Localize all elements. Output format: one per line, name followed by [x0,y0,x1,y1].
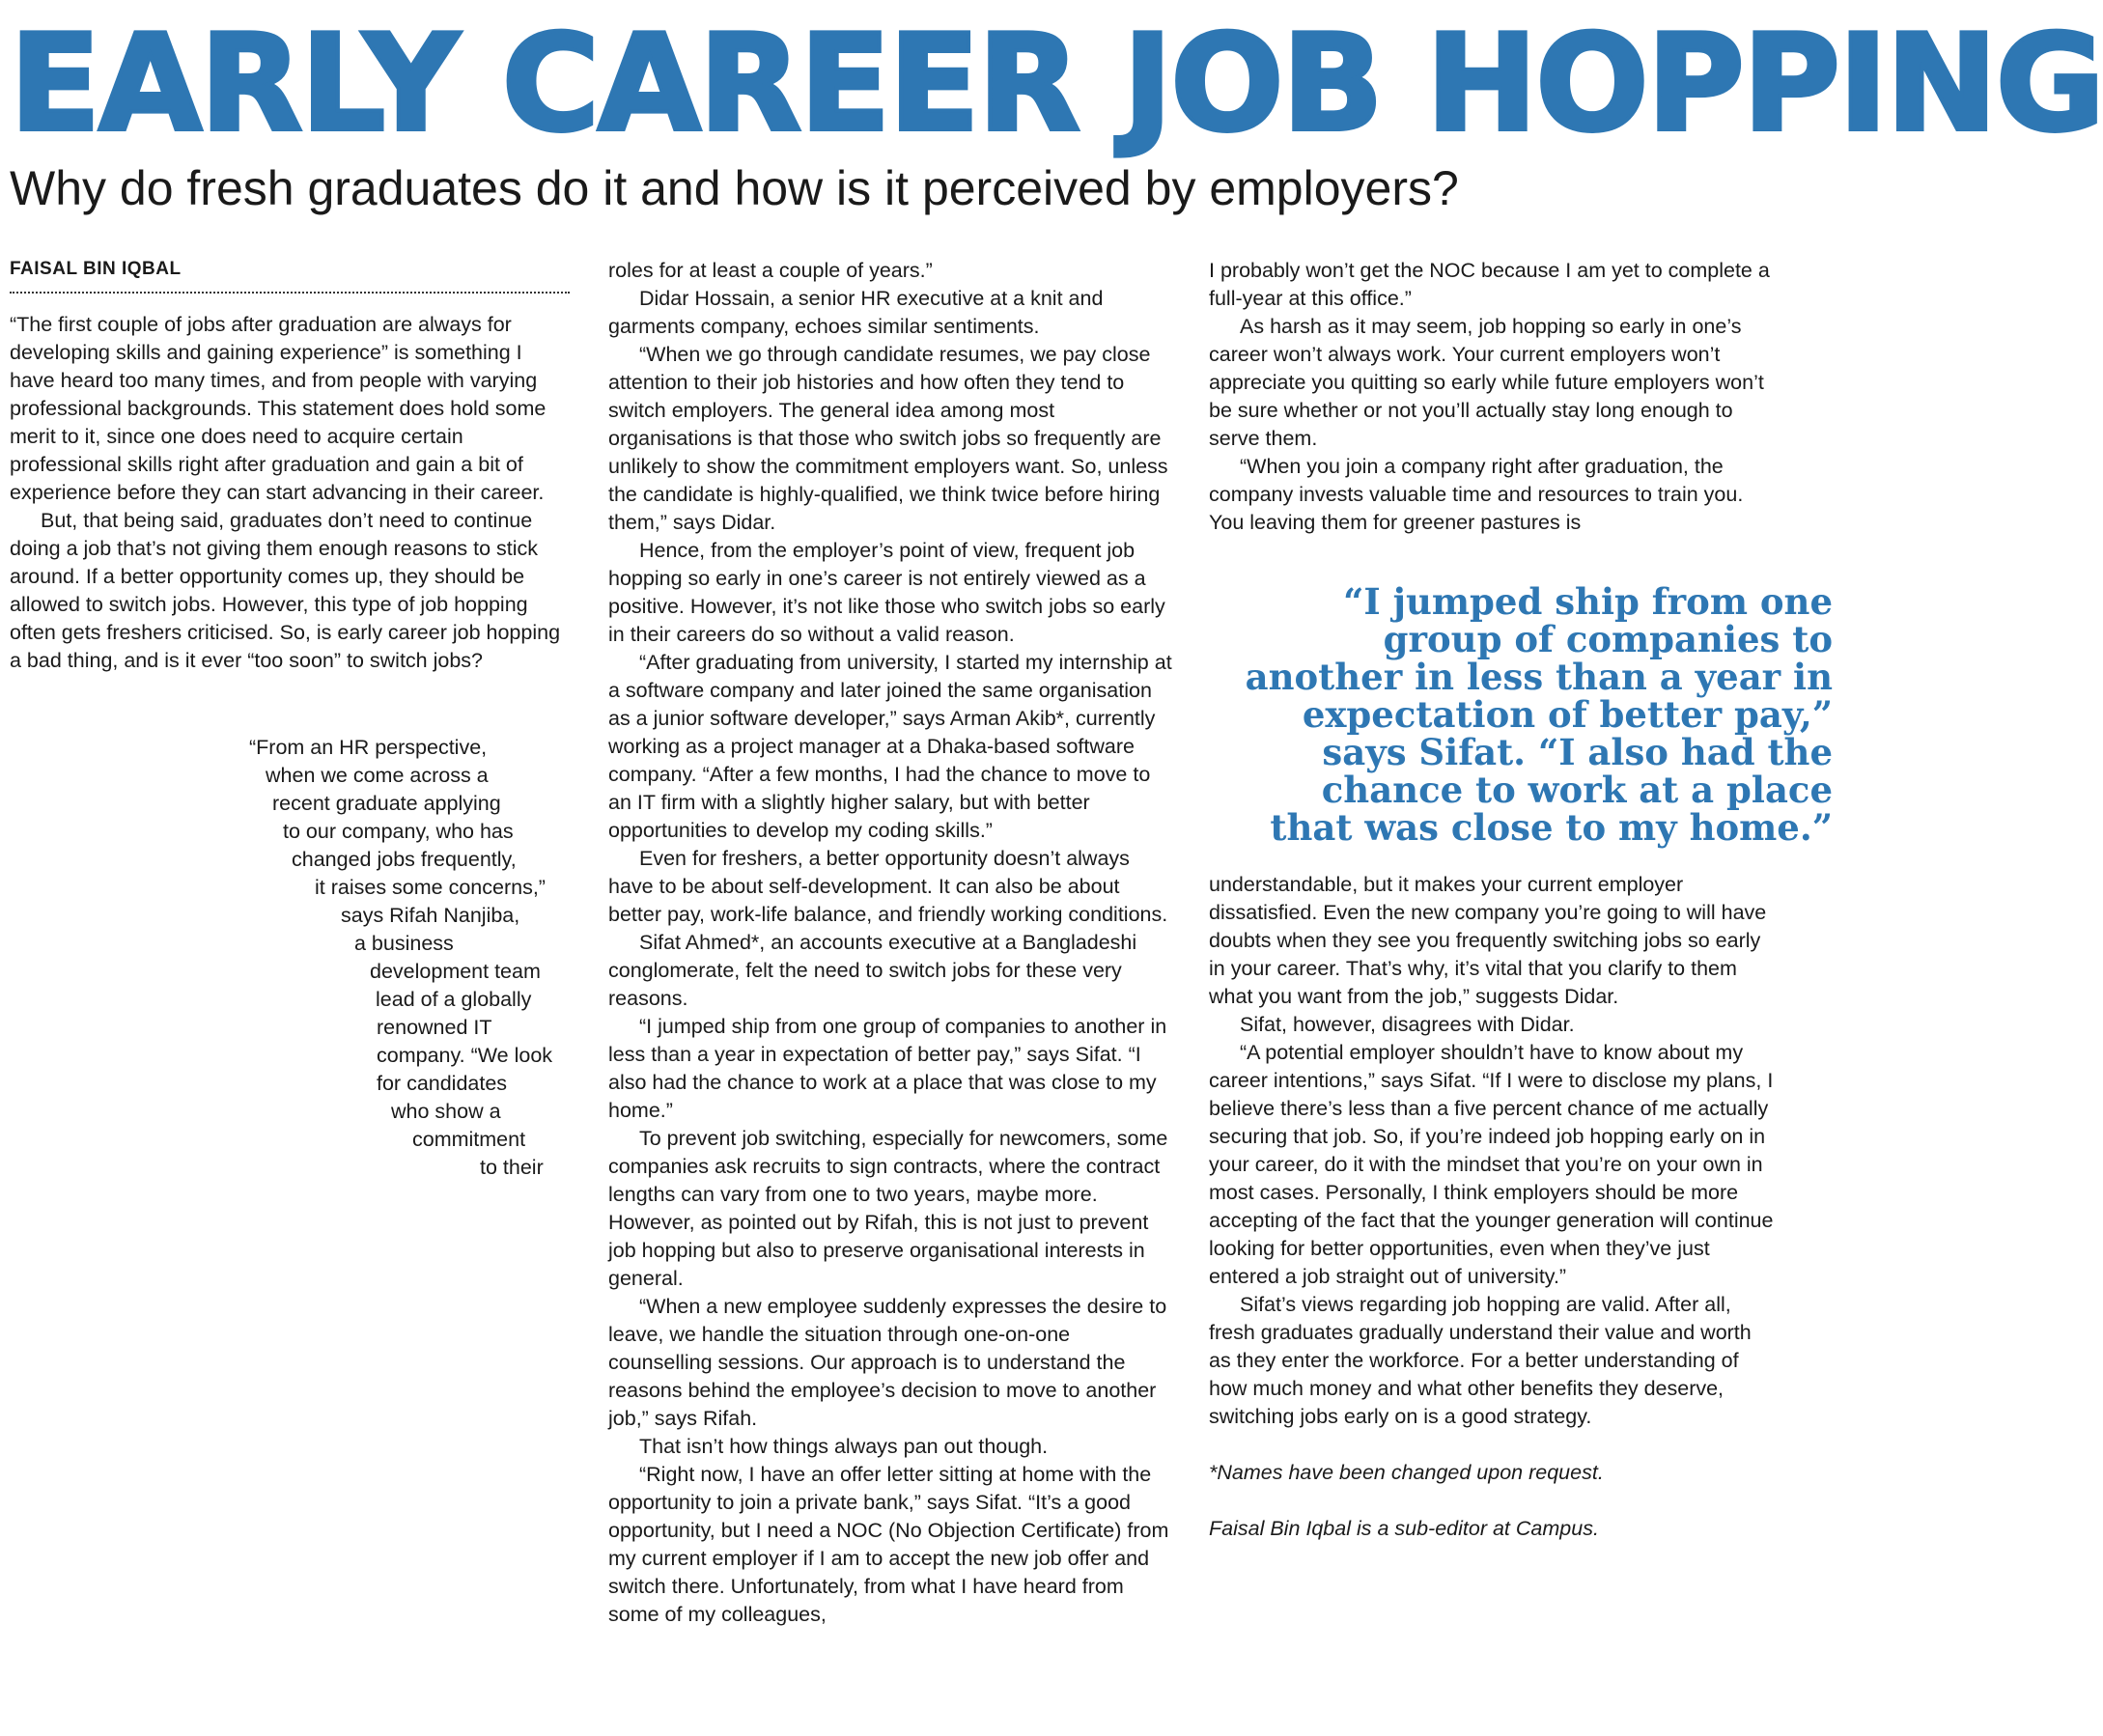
paragraph: “When you join a company right after graduation, the company invests valuable time and resources to train you. You leaving them for greener pastures is [1209,455,1744,534]
paragraph: “When we go through candidate resumes, we pay close attention to their job histories and how often they tend to switch employers. The general idea among most organisations is that those who switch jobs so frequently are unlikely to show the commitment employers want. So, unless the candidate is highly-qualified, we think twice before hiring them,” says Didar. [608,343,1168,534]
shaped-line: changed jobs frequently, [292,848,517,871]
shaped-line: when we come across a [266,764,489,787]
paragraph: “After graduating from university, I started my internship at a software company and later joined the same organisation as a junior software developer,” says Arman Akib*, currently working as a project manager at a Dhaka-based software company. “After a few months, I had the chance to move to an IT firm with a slightly higher salary, but with better opportunities to develop my coding skills.” [608,651,1172,842]
shaped-line: says Rifah Nanjiba, [341,904,520,927]
paragraph: Even for freshers, a better opportunity doesn’t always have to be about self-development. It can also be about better pay, work-life balance, and friendly working conditions. [608,847,1168,926]
shaped-line: who show a [391,1100,501,1123]
shaped-line: “From an HR perspective, [249,736,488,759]
shaped-line: lead of a globally [376,988,532,1011]
paragraph: But, that being said, graduates don’t need to continue doing a job that’s not giving them enough reasons to stick around. If a better opportunity comes up, they should be allowed to switch jobs. However, this type of job hopping often gets freshers criticised. So, is early career job hopping a bad thing, and is it ever “too soon” to switch jobs? [10,509,561,672]
shaped-line: renowned IT [377,1016,492,1039]
paragraph: Sifat’s views regarding job hopping are valid. After all, fresh graduates gradually understand their value and worth as they enter the workforce. For a better understanding of how much money and what other benefits they deserve, switching jobs early on is a good strategy. [1209,1293,1752,1428]
shaped-line: to their [480,1156,544,1179]
paragraph: “Right now, I have an offer letter sitting at home with the opportunity to join a private bank,” says Sifat. “It’s a good opportunity, but I need a NOC (No Objection Certificate) from my current employer if I am to accept the new job offer and switch there. Unfortunately, from what I have heard from some of my colleagues, [608,1463,1169,1626]
names-changed-note: *Names have been changed upon request. [1209,1461,1604,1484]
paragraph: That isn’t how things always pan out though. [639,1435,1049,1458]
paragraph: Hence, from the employer’s point of view, frequent job hopping so early in one’s career is not entirely viewed as a positive. However, it’s not like those who switch jobs so early in their careers do so without a valid reason. [608,539,1165,646]
paragraph: I probably won’t get the NOC because I am yet to complete a full-year at this office.” [1209,259,1770,310]
column-3-top [1209,257,1777,537]
column-1 [10,311,572,675]
shaped-line: development team [370,960,541,983]
shaped-quote-text [10,734,570,1182]
paragraph: Sifat Ahmed*, an accounts executive at a Bangladeshi conglomerate, felt the need to switch jobs for these very reasons. [608,931,1137,1010]
author-bio: Faisal Bin Iqbal is a sub-editor at Campus. [1209,1517,1599,1540]
shaped-line: recent graduate applying [272,792,501,815]
pull-quote: “I jumped ship from one group of companies to another in less than a year in expectation of better pay,” says Sifat. “I also had the chance to work at a place that was close to my home.” [1245,580,1833,849]
paragraph: roles for at least a couple of years.” [608,259,933,282]
shaped-line: to our company, who has [283,820,514,843]
shaped-line: company. “We look [377,1044,553,1067]
headline: EARLY CAREER JOB HOPPING [10,6,2103,161]
paragraph: As harsh as it may seem, job hopping so early in one’s career won’t always work. Your current employers won’t appreciate you quitting so early while future employers won’t be sure whether or not you’ll actually stay long enough to serve them. [1209,315,1764,450]
shaped-line: a business [354,932,454,955]
paragraph: “A potential employer shouldn’t have to know about my career intentions,” says Sifat. “If I were to disclose my plans, I believe there’s less than a five percent chance of me actually securing that job. So, if you’re indeed job hopping early on in your career, do it with the mindset that you’re on your own in most cases. Personally, I think employers should be more accepting of the fact that the younger generation will continue looking for better opportunities, even when they’ve just entered a job straight out of university.” [1209,1041,1774,1288]
paragraph: Didar Hossain, a senior HR executive at a knit and garments company, echoes similar sentiments. [608,287,1104,338]
column-3-bottom [1209,871,1777,1543]
shaped-line: commitment [412,1128,526,1151]
paragraph: Sifat, however, disagrees with Didar. [1240,1013,1575,1036]
paragraph: “When a new employee suddenly expresses the desire to leave, we handle the situation through one-on-one counselling sessions. Our approach is to understand the reasons behind the employee’s decision to move to another job,” says Rifah. [608,1295,1167,1430]
paragraph: “The first couple of jobs after graduation are always for developing skills and gaining experience” is something I have heard too many times, and from people with varying professional backgrounds. This statement does hold some merit to it, since one does need to acquire certain professional skills right after graduation and gain a bit of experience before they can start advancing in their career. [10,313,547,504]
paragraph: understandable, but it makes your current employer dissatisfied. Even the new company you’re going to will have doubts when they see you frequently switching jobs so early in your career. That’s why, it’s vital that you clarify to them what you want from the job,” suggests Didar. [1209,873,1767,1008]
shaped-line: it raises some concerns,” [315,876,546,899]
column-2 [608,257,1173,1629]
byline: FAISAL BIN IQBAL [10,259,570,294]
paragraph: To prevent job switching, especially for newcomers, some companies ask recruits to sign contracts, where the contract lengths can vary from one to two years, maybe more. However, as pointed out by Rifah, this is not just to prevent job hopping but also to preserve organisational interests in general. [608,1127,1168,1290]
shaped-line: for candidates [377,1072,508,1095]
deck-subtitle: Why do fresh graduates do it and how is it perceived by employers? [10,161,1459,215]
paragraph: “I jumped ship from one group of companies to another in less than a year in expectation of better pay,” says Sifat. “I also had the chance to work at a place that was close to my home.” [608,1015,1167,1122]
